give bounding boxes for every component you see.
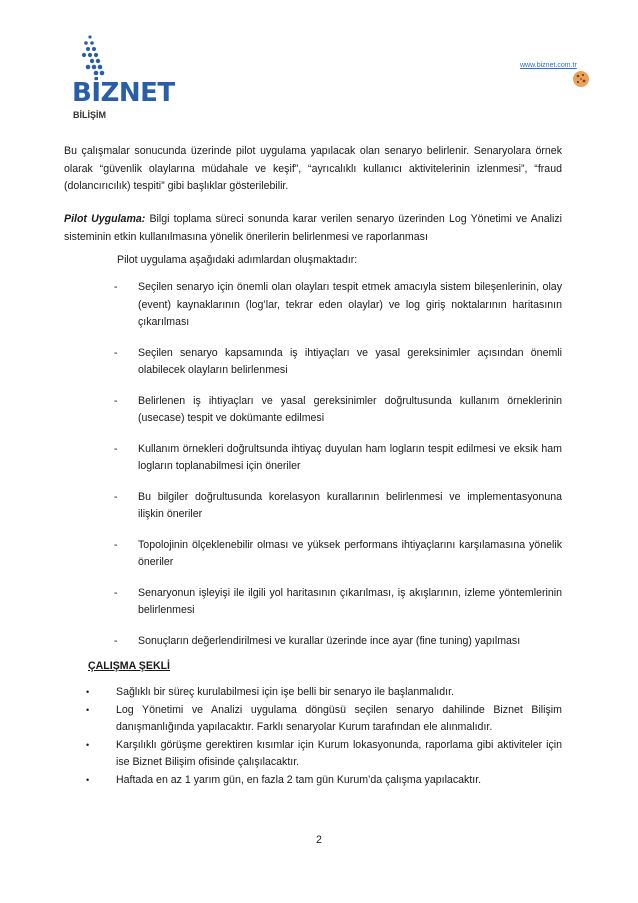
dash-marker: - [114, 281, 118, 293]
cookie-icon [572, 70, 590, 88]
list-item [84, 684, 562, 702]
list-item [110, 441, 562, 476]
bullet-marker: • [86, 687, 90, 697]
list-item [84, 702, 562, 737]
step-text: Seçilen senaryo kapsamında iş ihtiyaçları ve yasal gereksinimler açısından önemli olabilecek olayların belirlenmesi [138, 346, 562, 376]
list-item [84, 772, 562, 790]
list-item [84, 737, 562, 772]
page-number: 2 [316, 834, 322, 846]
section-heading: ÇALIŞMA ŞEKLİ [88, 660, 171, 672]
list-item [110, 279, 562, 332]
dash-marker: - [114, 346, 118, 359]
bullet-text: Sağlıklı bir süreç kurulabilmesi için işe belli bir senaryo ile başlanmalıdır. [116, 686, 454, 698]
bullet-text: Log Yönetimi ve Analizi uygulama döngüsü seçilen senaryo dahilinde Biznet Bilişim danışmanlığında yapılacaktır. Farklı senaryolar Kurum tarafından ele alınmalıdır. [116, 703, 562, 733]
dash-marker: - [114, 490, 118, 503]
list-item [110, 585, 562, 620]
step-text: Bu bilgiler doğrultusunda korelasyon kurallarının belirlenmesi ve implementasyonuna ilişkin öneriler [138, 490, 562, 520]
pilot-paragraph [64, 211, 562, 246]
step-text: Senaryonun işleyişi ile ilgili yol haritasının çıkarılması, iş akışlarının, izleme yöntemlerinin belirlenmesi [138, 586, 562, 616]
dash-marker: - [114, 442, 118, 455]
list-item [110, 489, 562, 524]
step-text: Topolojinin ölçeklenebilir olması ve yüksek performans ihtiyaçlarını karşılamasına yönelik öneriler [138, 538, 562, 568]
step-text: Sonuçların değerlendirilmesi ve kurallar üzerinde ince ayar (fine tuning) yapılması [138, 634, 521, 647]
logo-wordmark: BİZNET [72, 78, 175, 108]
list-item [110, 537, 562, 572]
bullet-marker: • [86, 774, 90, 785]
work-style-list [84, 684, 562, 789]
bullet-text: Karşılıklı görüşme gerektiren kısımlar için Kurum lokasyonunda, raporlama gibi aktiviteler için ise Biznet Bilişim ofisinde çalışılacaktır. [116, 738, 562, 768]
logo-subtext: BİLİŞİM [73, 110, 106, 120]
bullet-text: Haftada en az 1 yarım gün, en fazla 2 tam gün Kurum’da çalışma yapılacaktır. [116, 773, 482, 786]
intro-paragraph: Bu çalışmalar sonucunda üzerinde pilot uygulama yapılacak olan senaryo belirlenir. Senaryolara örnek olarak “güvenlik olaylarına müdahale ve keşif”, “ayrıcalıklı kullanıcı aktivitelerinin izlenmesi”, “fraud (dolancırıcılık) tespiti” gibi başlıklar gösterilebilir. [64, 145, 562, 192]
list-item [110, 345, 562, 380]
biznet-logo [72, 34, 175, 120]
website-link[interactable]: www.biznet.com.tr [520, 62, 577, 69]
pilot-description: Bilgi toplama süreci sonunda karar verilen senaryo üzerinden Log Yönetimi ve Analizi sisteminin etkin kullanılmasına yönelik önerilerin belirlenmesi ve raporlanması [64, 213, 562, 243]
bullet-marker: • [86, 704, 90, 715]
step-text: Seçilen senaryo için önemli olan olayları tespit etmek amacıyla sistem bileşenlerinin, olay (event) kaynaklarının (log’lar, tekrar eden olaylar) ve log giriş noktalarının haritasının çıkarılması [138, 281, 562, 328]
dash-marker: - [114, 394, 118, 407]
list-item [110, 393, 562, 428]
list-item [110, 633, 562, 651]
logo-dots-icon [72, 34, 132, 82]
steps-list [110, 279, 562, 663]
dash-marker: - [114, 586, 118, 599]
dash-marker: - [114, 538, 118, 551]
step-text: Belirlenen iş ihtiyaçları ve yasal gereksinimler doğrultusunda kullanım örneklerinin (usecase) tespit ve dokümante edilmesi [138, 394, 562, 424]
step-text: Kullanım örnekleri doğrultsunda ihtiyaç duyulan ham logların tespit edilmesi ve eksik ham logların toplanabilmesi için öneriler [138, 442, 562, 472]
dash-marker: - [114, 634, 118, 647]
steps-intro: Pilot uygulama aşağıdaki adımlardan oluşmaktadır: [117, 254, 358, 266]
bullet-marker: • [86, 739, 90, 750]
pilot-label: Pilot Uygulama: [64, 213, 146, 225]
